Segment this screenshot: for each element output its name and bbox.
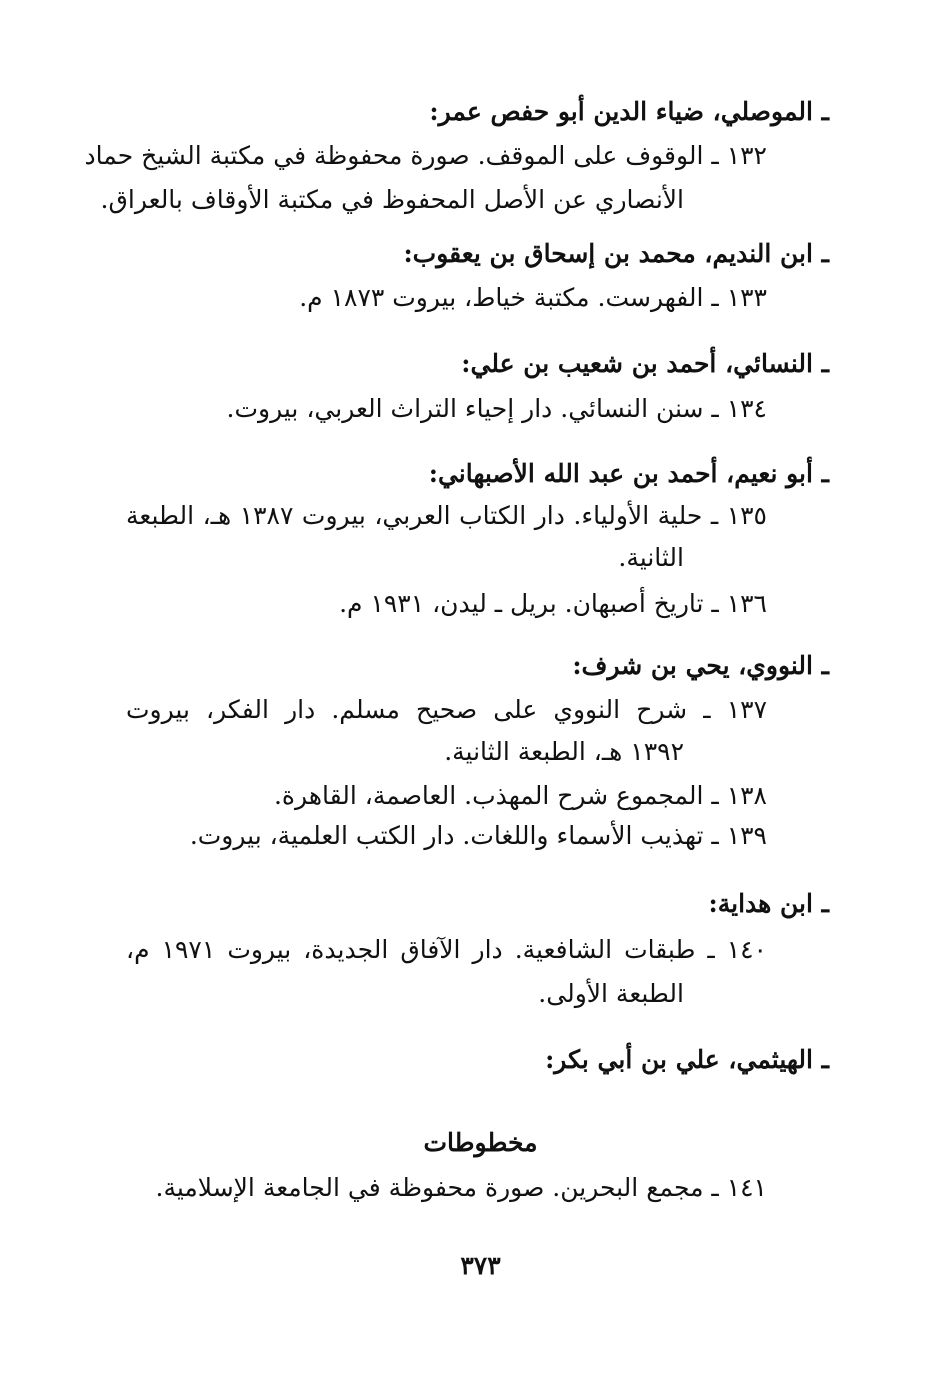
author-heading: ـ النسائي، أحمد بن شعيب بن علي: [461,349,829,378]
entry-line: ١٣٣ ـ الفهرست. مكتبة خياط، بيروت ١٨٧٣ م. [299,283,767,312]
entry-line: الثانية. [618,543,684,572]
entry-line: ١٣٧ ـ شرح النووي على صحيح مسلم. دار الفكر، بيروت [126,695,768,724]
manuscripts-heading: مخطوطات [423,1128,538,1157]
page-number: ٣٧٣ [460,1251,501,1280]
entry-line: ١٣٩٢ هـ، الطبعة الثانية. [444,737,684,766]
entry-line: ١٣٦ ـ تاريخ أصبهان. بريل ـ ليدن، ١٩٣١ م. [339,589,767,618]
author-heading: ـ أبو نعيم، أحمد بن عبد الله الأصبهاني: [428,459,829,488]
author-heading: ـ الموصلي، ضياء الدين أبو حفص عمر: [429,97,829,126]
author-heading: ـ ابن هداية: [708,889,829,918]
entry-line: ١٣٢ ـ الوقوف على الموقف. صورة محفوظة في مكتبة الشيخ حماد [84,141,767,170]
entry-line: ١٤٠ ـ طبقات الشافعية. دار الآفاق الجديدة، بيروت ١٩٧١ م، [126,935,767,964]
author-heading: ـ ابن النديم، محمد بن إسحاق بن يعقوب: [403,239,829,268]
author-heading: ـ الهيثمي، علي بن أبي بكر: [545,1045,829,1074]
entry-line: الأنصاري عن الأصل المحفوظ في مكتبة الأوقاف بالعراق. [100,185,684,214]
entry-line: ١٣٥ ـ حلية الأولياء. دار الكتاب العربي، بيروت ١٣٨٧ هـ، الطبعة [126,501,767,530]
author-heading: ـ النووي، يحي بن شرف: [572,651,829,680]
entry-line: ١٣٩ ـ تهذيب الأسماء واللغات. دار الكتب العلمية، بيروت. [189,821,767,850]
entry-line: ١٤١ ـ مجمع البحرين. صورة محفوظة في الجامعة الإسلامية. [155,1173,767,1202]
entry-line: ١٣٤ ـ سنن النسائي. دار إحياء التراث العربي، بيروت. [226,394,767,423]
entry-line: ١٣٨ ـ المجموع شرح المهذب. العاصمة، القاهرة. [273,781,767,810]
entry-line: الطبعة الأولى. [538,979,684,1008]
